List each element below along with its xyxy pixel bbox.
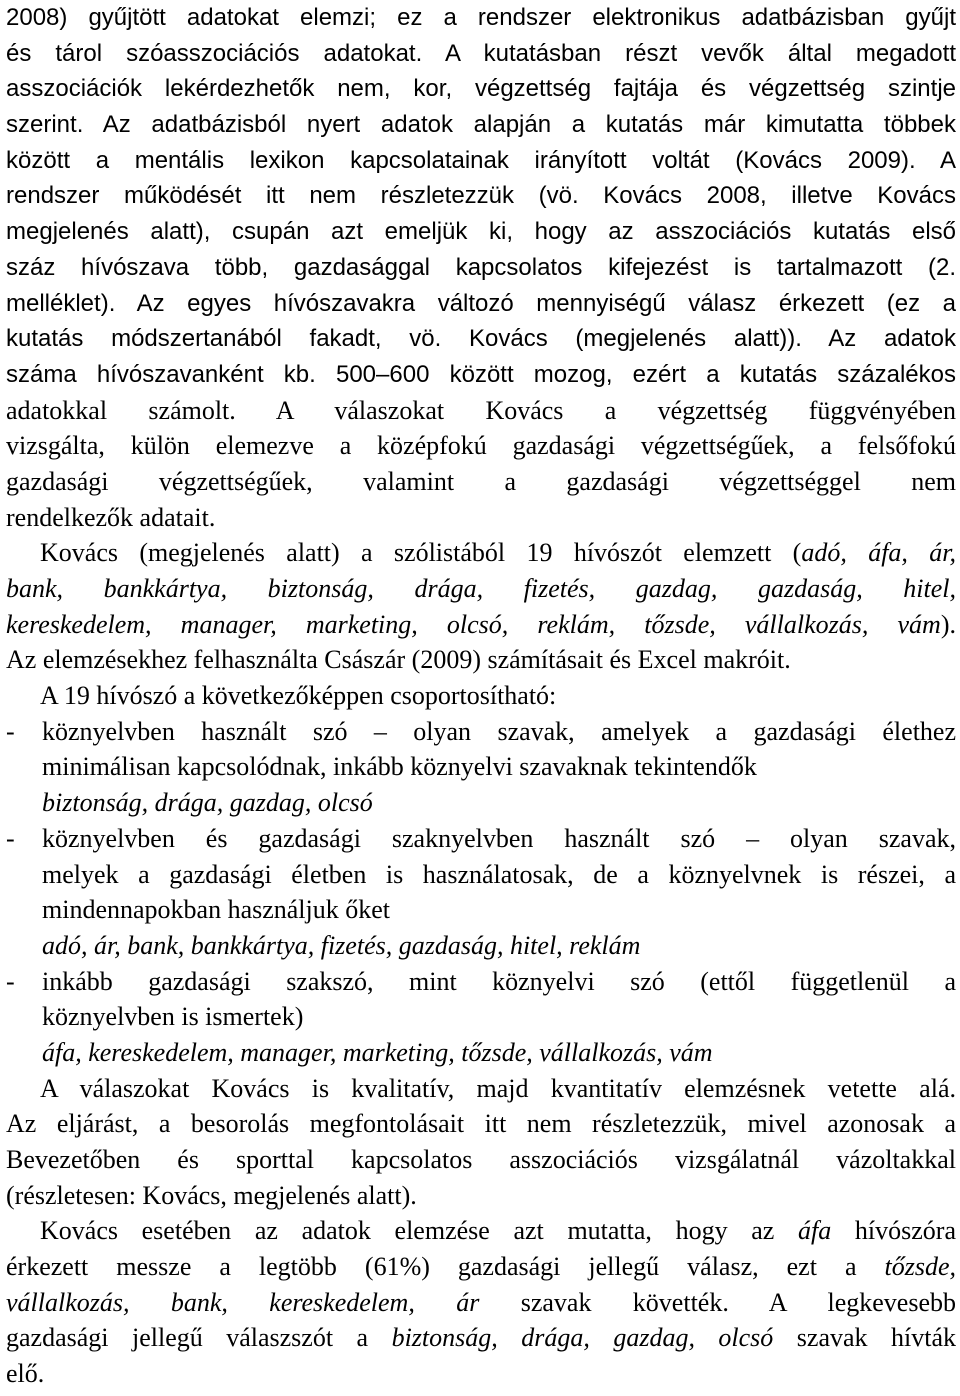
keyword-line: adó, ár, bank, bankkártya, fizetés, gazdaság, hitel, reklám	[42, 930, 641, 960]
paragraph-line: melléklet). Az egyes hívószavakra változó mennyiségű válasz érkezett (ez a	[6, 289, 956, 317]
text-run: szavak hívták	[773, 1323, 956, 1353]
list-item	[6, 821, 956, 857]
paragraph-line	[6, 535, 956, 571]
keyword-line: áfa, kereskedelem, manager, marketing, tőzsde, vállalkozás, vám	[42, 1037, 713, 1067]
keyword-run: adó, áfa, ár,	[801, 538, 956, 568]
paragraph-line	[6, 1320, 956, 1356]
list-item-text: köznyelvben használt szó – olyan szavak, amelyek a gazdasági élethez	[42, 716, 956, 746]
paragraph-line: rendszer működését itt nem részletezzük (vö. Kovács 2008, illetve Kovács	[6, 182, 956, 210]
list-item-text: köznyelvben és gazdasági szaknyelvben használt szó – olyan szavak,	[42, 823, 956, 853]
list-item-text: inkább gazdasági szakszó, mint köznyelvi szó (ettől függetlenül a	[42, 966, 956, 996]
keyword-line: bank, bankkártya, biztonság, drága, fizetés, gazdag, gazdaság, hitel,	[6, 574, 956, 603]
text-run: érkezett messze a legtöbb (61%) gazdasági jellegű válasz, ezt a	[6, 1252, 885, 1282]
paragraph-line: adatokkal számolt. A válaszokat Kovács a végzettség függvényében	[6, 395, 956, 425]
paragraph-line: megjelenés alatt), csupán azt emeljük ki, hogy az asszociációs kutatás első	[6, 218, 956, 246]
list-item-text: mindennapokban használjuk őket	[42, 895, 391, 925]
paragraph-line: elő.	[6, 1359, 45, 1389]
keyword-run: áfa	[798, 1216, 832, 1246]
paragraph-line: A 19 hívószó a következőképpen csoportosítható:	[40, 681, 557, 711]
paragraph-line: rendelkezők adatait.	[6, 502, 216, 532]
keyword-line: biztonság, drága, gazdag, olcsó	[42, 788, 373, 818]
text-run: Kovács (megjelenés alatt) a szólistából 19 hívószót elemzett (	[40, 538, 802, 568]
list-dash: -	[6, 966, 15, 996]
keyword-run: biztonság, drága, gazdag, olcsó	[391, 1323, 774, 1353]
keyword-run: vállalkozás, bank, kereskedelem, ár	[6, 1287, 480, 1317]
paragraph-line: 2008) gyűjtött adatokat elemzi; ez a rendszer elektronikus adatbázisban gyűjt	[6, 4, 956, 31]
paragraph-line	[6, 1213, 956, 1249]
text-run: Kovács esetében az adatok elemzése azt mutatta, hogy az	[40, 1216, 799, 1246]
list-dash: -	[6, 823, 15, 853]
paragraph-line: asszociációk lekérdezhetők nem, kor, végzettség fajtája és végzettség szintje	[6, 75, 956, 103]
keyword-run: tőzsde,	[884, 1252, 956, 1282]
paragraph-line: A válaszokat Kovács is kvalitatív, majd kvantitatív elemzésnek vetette alá.	[40, 1073, 956, 1103]
text-run: gazdasági jellegű válaszszót a	[6, 1323, 392, 1353]
paragraph-line: (részletesen: Kovács, megjelenés alatt).	[6, 1180, 417, 1210]
text-run: szavak követték. A legkevesebb	[479, 1287, 956, 1317]
list-item	[6, 714, 956, 750]
paragraph-line: Az eljárást, a besorolás megfontolásait itt nem részletezzük, mivel azonosak a	[6, 1109, 956, 1139]
keyword-run: kereskedelem, manager, marketing, olcsó, reklám, tőzsde, vállalkozás, vám	[6, 609, 941, 639]
paragraph-line: között a mentális lexikon kapcsolatainak irányított voltát (Kovács 2009). A	[6, 146, 956, 174]
text-run: ).	[940, 609, 956, 639]
paragraph-line: száma hívószavanként kb. 500–600 között mozog, ezért a kutatás százalékos	[6, 360, 956, 388]
paragraph-line: kutatás módszertanából fakadt, vö. Kovács (megjelenés alatt)). Az adatok	[6, 325, 956, 353]
paragraph-line: Az elemzésekhez felhasználta Császár (2009) számításait és Excel makróit.	[6, 645, 791, 675]
paragraph-line: és tárol szóasszociációs adatokat. A kutatásban részt vevők által megadott	[6, 39, 956, 67]
paragraph-line	[6, 1285, 956, 1321]
paragraph-line: vizsgálta, külön elemezve a középfokú gazdasági végzettségűek, a felsőfokú	[6, 431, 956, 461]
list-item-text: melyek a gazdasági életben is használatosak, de a köznyelvnek is részei, a	[42, 859, 956, 889]
paragraph-line: gazdasági végzettségűek, valamint a gazdasági végzettséggel nem	[6, 466, 956, 496]
paragraph-line: száz hívószava több, gazdasággal kapcsolatos kifejezést is tartalmazott (2.	[6, 253, 956, 281]
list-dash: -	[6, 716, 15, 746]
list-item-text: köznyelvben is ismertek)	[42, 1002, 304, 1032]
list-item	[6, 964, 956, 1000]
paragraph-line: szerint. Az adatbázisból nyert adatok alapján a kutatás már kimutatta többek	[6, 111, 956, 139]
text-run: hívószóra	[831, 1216, 956, 1246]
list-item-text: minimálisan kapcsolódnak, inkább köznyelvi szavaknak tekintendők	[42, 752, 757, 782]
paragraph-line	[6, 607, 956, 643]
paragraph-line	[6, 1249, 956, 1285]
paragraph-line: Bevezetőben és sporttal kapcsolatos asszociációs vizsgálatnál vázoltakkal	[6, 1145, 956, 1174]
